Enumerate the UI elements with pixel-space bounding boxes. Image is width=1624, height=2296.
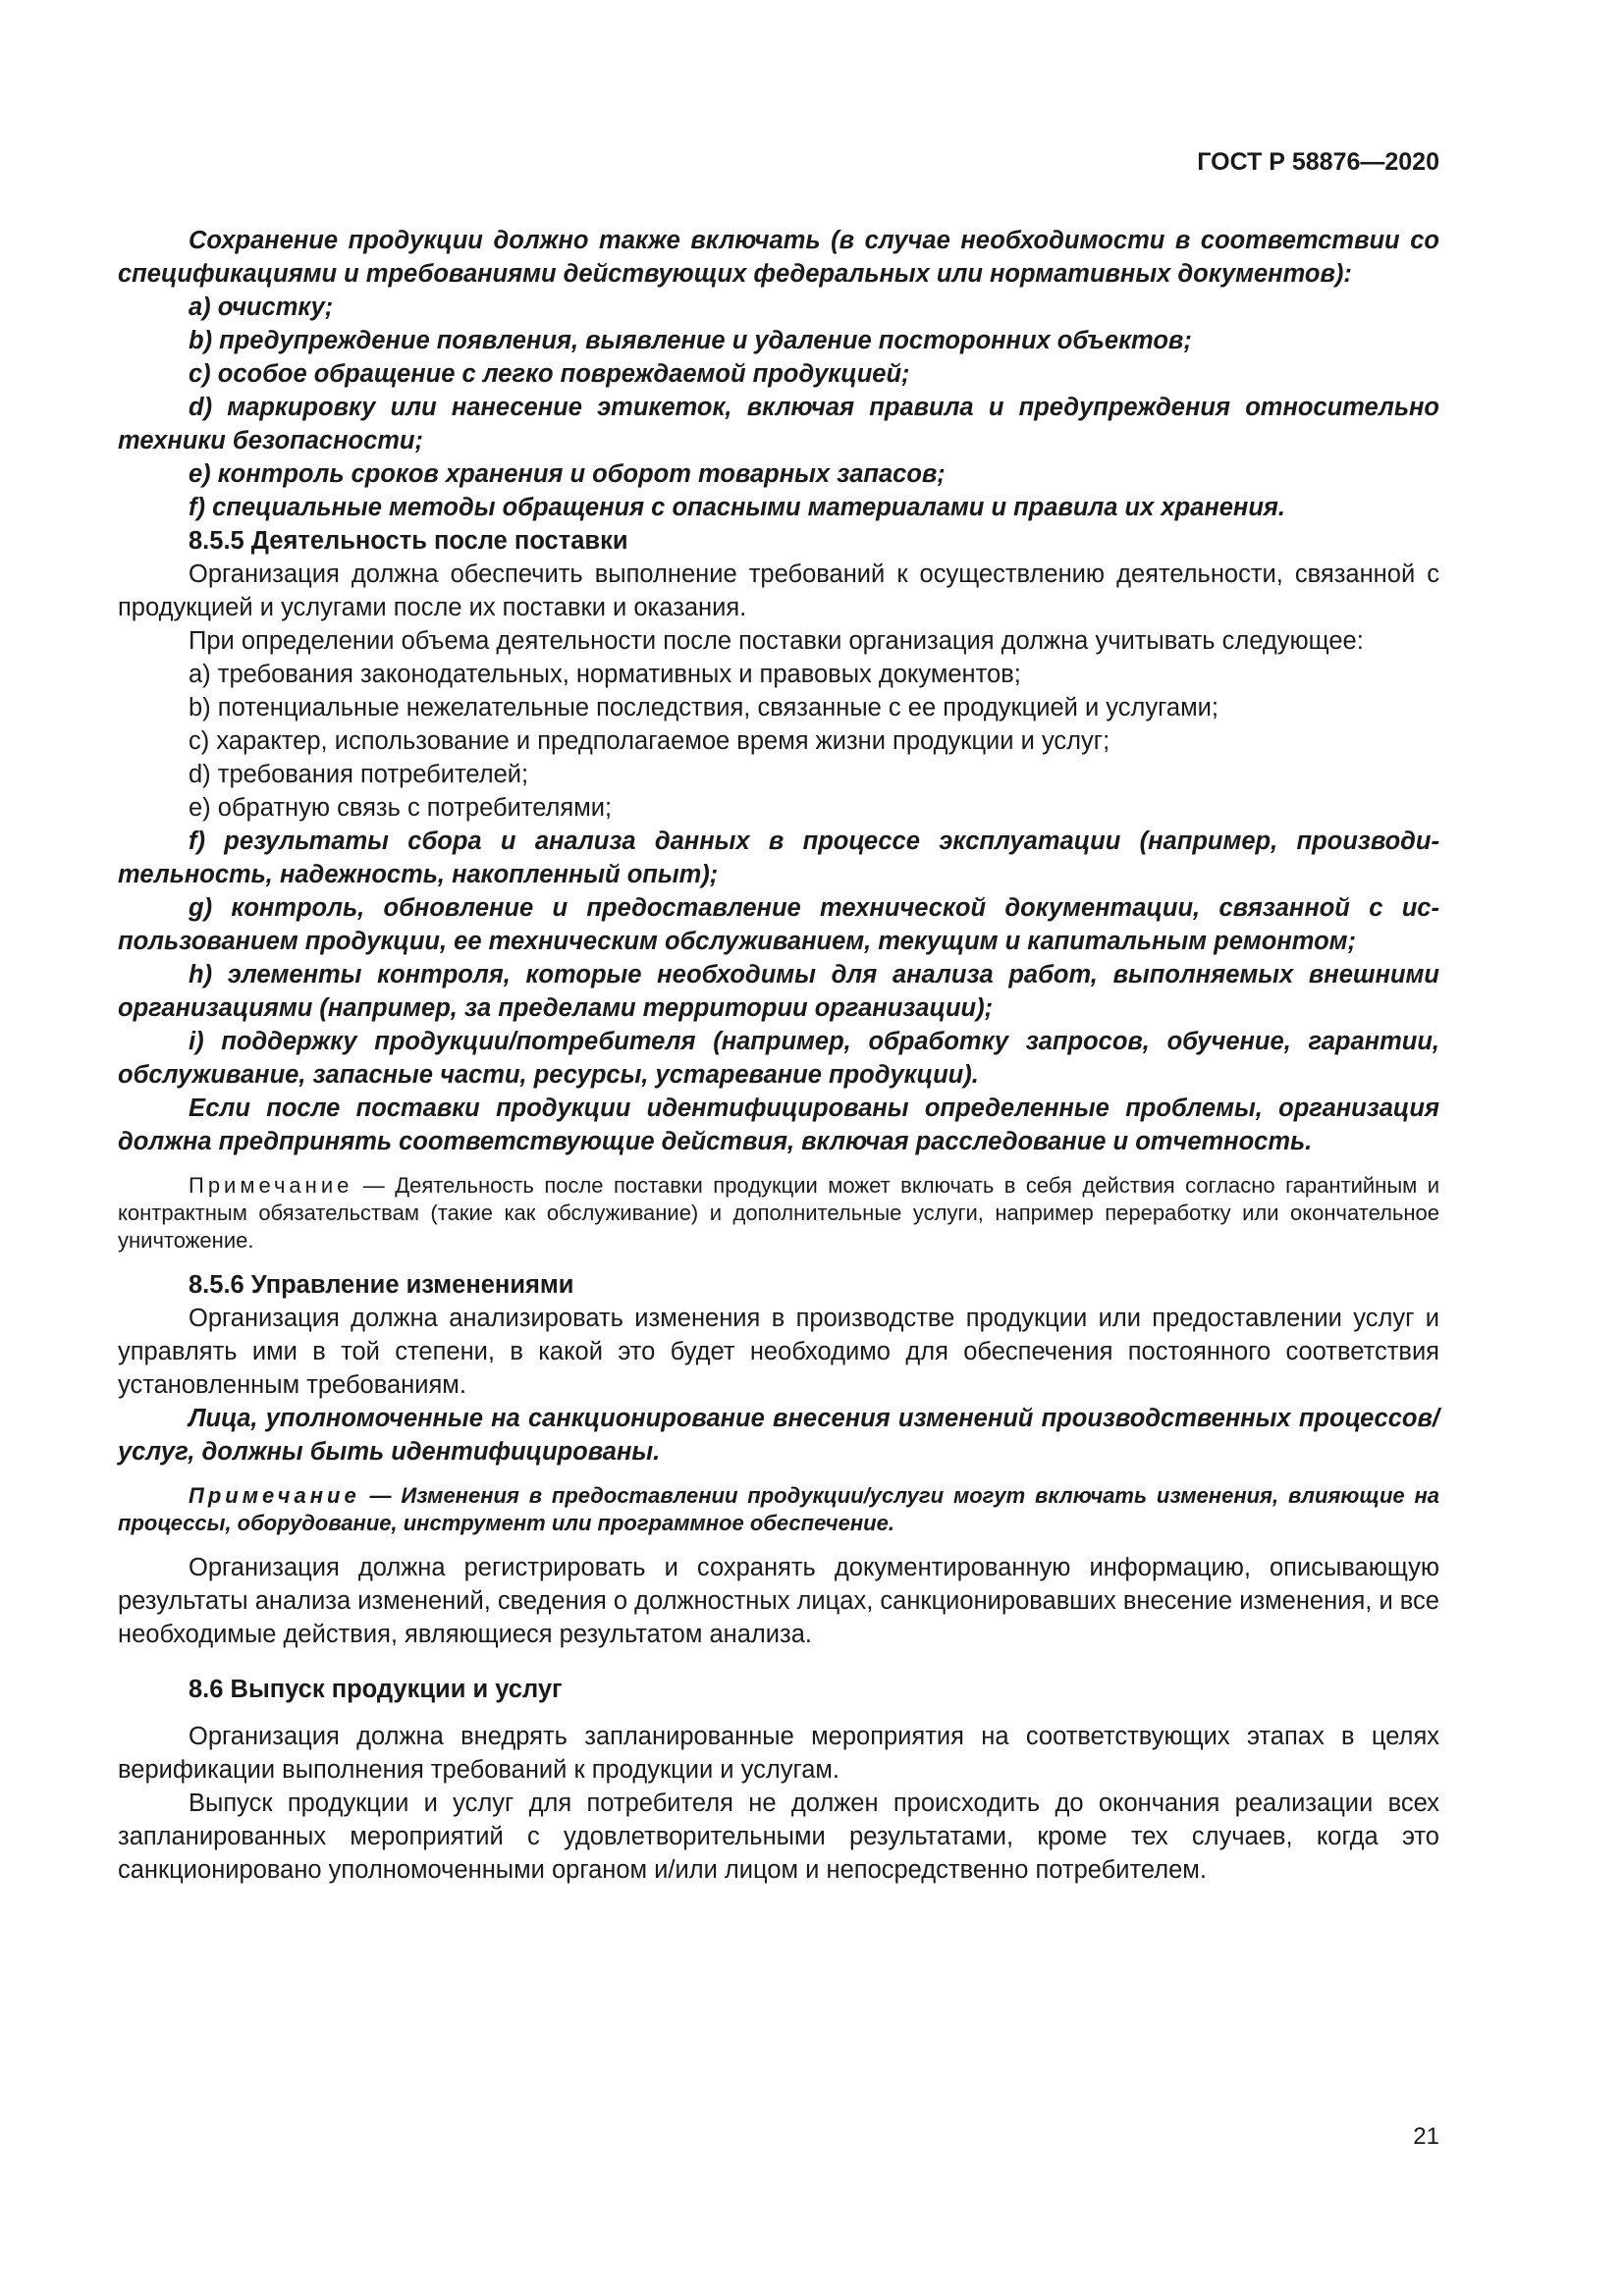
paragraph: Организация должна обеспечить выполнение требований к осуществлению деятельности, связанной с продукцией и услугами после их поставки и оказания.: [118, 561, 1439, 621]
list-item: a) требования законодательных, нормативных и правовых документов;: [189, 661, 1021, 688]
note-change-management: [118, 1482, 1439, 1537]
page-content: [118, 224, 1439, 1887]
paragraph-storage-intro: Сохранение продукции должно также включать (в случае необходимости в соответствии со спецификациями и требованиями действующих федеральных или нормативных документов):: [118, 227, 1439, 288]
paragraph: При определении объема деятельности после поставки организация должна учитывать следующее:: [189, 627, 1364, 655]
note-label: Примечание: [189, 1483, 360, 1508]
section-heading-8-5-6: 8.5.6 Управление изменениями: [189, 1271, 574, 1299]
list-item: b) потенциальные нежелательные последствия, связанные с ее продукцией и услугами;: [189, 694, 1218, 721]
list-item: e) обратную связь с потребителями;: [189, 794, 613, 822]
list-item: d) маркировку или нанесение этикеток, включая правила и предупреждения относительно техники безопасности;: [118, 394, 1439, 454]
paragraph: Если после поставки продукции идентифицированы определенные проблемы, организация должна предпринять соответствующие действия, включая расследование и отчетность.: [118, 1095, 1439, 1155]
paragraph: Организация должна регистрировать и сохранять документированную информацию, описывающую результаты анализа изменений, сведения о должностных лицах, санкционировавших внесение изменения, и все необходимые действия, являющиеся результатом анализа.: [118, 1554, 1439, 1648]
list-item: a) очистку;: [189, 294, 334, 321]
list-item: c) характер, использование и предполагаемое время жизни продукции и услуг;: [189, 727, 1110, 755]
section-heading-8-5-5: 8.5.5 Деятельность после поставки: [189, 527, 628, 555]
section-heading-8-6: 8.6 Выпуск продукции и услуг: [189, 1676, 563, 1703]
list-item: i) поддержку продукции/потребителя (например, обработку запросов, обучение, гарантии, обслуживание, запасные части, ресурсы, устаревание продукции).: [118, 1028, 1439, 1089]
list-item: b) предупреждение появления, выявление и удаление посторонних объектов;: [189, 327, 1192, 354]
paragraph: Организация должна внедрять запланированные мероприятия на соответствующих этапах в целях верификации выполнения требований к продукции и услугам.: [118, 1723, 1439, 1784]
note-label: Примечание: [189, 1173, 353, 1198]
list-item: g) контроль, обновление и предоставление технической документации, связанной с использованием продукции, ее техническим обслуживанием, текущим и капитальным ремонтом;: [118, 894, 1439, 955]
list-item: h) элементы контроля, которые необходимы для анализа работ, выполняемых внешними организациями (например, за пределами территории организации);: [118, 961, 1439, 1022]
paragraph: Организация должна анализировать изменения в производстве продукции или предоставлении услуг и управлять ими в той степени, в какой это будет необходимо для обеспечения постоянного соответствия установленным требованиям.: [118, 1305, 1439, 1399]
paragraph: Лица, уполномоченные на санкционирование внесения изменений производственных процессов/услуг, должны быть идентифицированы.: [118, 1405, 1439, 1466]
list-item: c) особое обращение с легко повреждаемой продукцией;: [189, 360, 910, 388]
note-text: — Деятельность после поставки продукции может включать в себя действия согласно гарантийным и контрактным обязательствам (такие как обслуживание) и дополнительные услуги, например переработку или окончательное уничтожение.: [118, 1173, 1439, 1253]
page-number: 21: [1413, 2123, 1439, 2150]
list-item: f) специальные методы обращения с опасными материалами и правила их хранения.: [189, 494, 1285, 521]
list-item: d) требования потребителей;: [189, 761, 529, 788]
list-item: e) контроль сроков хранения и оборот товарных запасов;: [189, 460, 946, 488]
note-after-delivery: [118, 1172, 1439, 1255]
paragraph: Выпуск продукции и услуг для потребителя не должен происходить до окончания реализации всех запланированных мероприятий с удовлетворительными результатами, кроме тех случаев, когда это санкционировано уполномоченными органом и/или лицом и непосредственно потребителем.: [118, 1789, 1439, 1884]
list-item: f) результаты сбора и анализа данных в процессе эксплуатации (например, производительность, надежность, накопленный опыт);: [118, 828, 1439, 888]
document-id-header: ГОСТ Р 58876—2020: [1197, 148, 1439, 176]
note-text: — Изменения в предоставлении продукции/услуги могут включать изменения, влияющие на процессы, оборудование, инструмент или программное обеспечение.: [118, 1483, 1439, 1535]
